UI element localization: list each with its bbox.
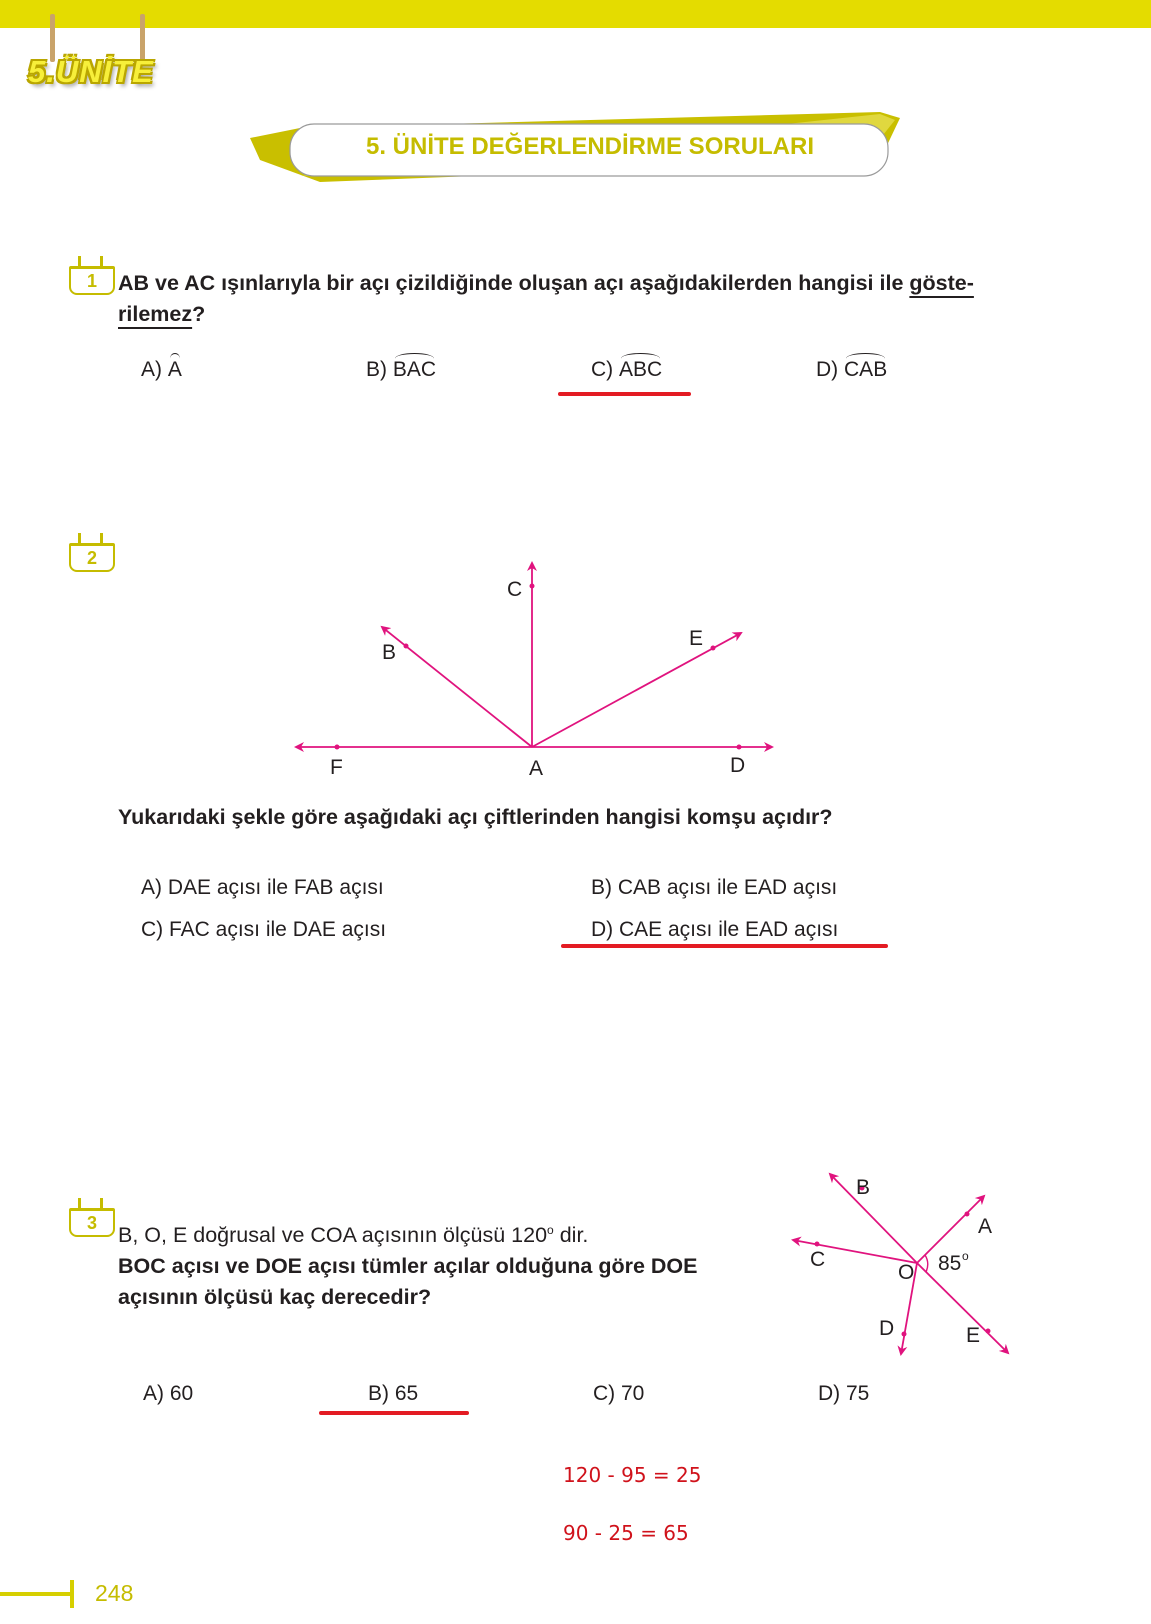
question-1-emphasis-a: göste- (909, 271, 974, 295)
label-o: O (898, 1261, 915, 1284)
label-d: D (879, 1317, 895, 1340)
point-a (965, 1212, 970, 1217)
question-number-label: 3 (69, 1208, 115, 1237)
q3-option-b[interactable]: B) 65 (368, 1382, 419, 1405)
q2-option-c[interactable]: C) FAC açısı ile DAE açısı (141, 918, 387, 941)
question-3-line3: açısının ölçüsü kaç derecedir? (118, 1285, 432, 1310)
point-c (815, 1242, 820, 1247)
q2-option-b[interactable]: B) CAB açısı ile EAD açısı (591, 876, 838, 899)
q2-option-a[interactable]: A) DAE açısı ile FAB açısı (141, 876, 384, 899)
handwritten-work-line-1: 120 - 95 = 25 (563, 1463, 702, 1487)
label-b: B (856, 1176, 871, 1199)
unit-badge-text: 5.ÜNİTE (28, 54, 154, 89)
option-letter: D) (816, 358, 839, 381)
q3-option-a[interactable]: A) 60 (143, 1382, 194, 1405)
label-c: C (507, 578, 523, 601)
footer-line (0, 1592, 72, 1596)
label-a: A (529, 757, 544, 780)
label-e: E (689, 627, 704, 650)
label-c: C (810, 1248, 826, 1271)
question-1-mark: ? (192, 302, 206, 326)
option-letter: B) (366, 358, 387, 381)
option-angle-value: CAB (844, 358, 888, 381)
degree-sign: o (962, 1249, 969, 1263)
question-1-text-main: AB ve AC ışınlarıyla bir açı çizildiğinde oluşan açı aşağıdakilerden hangisi ile (118, 271, 910, 295)
label-b: B (382, 641, 397, 664)
question-number-label: 2 (69, 543, 115, 572)
label-d: D (730, 754, 746, 777)
page-number: 248 (95, 1580, 134, 1606)
question-3-line1: B, O, E doğrusal ve COA açısının ölçüsü 120 (118, 1223, 548, 1248)
question-3-line1-end: dir. (553, 1223, 589, 1248)
footer-tick (70, 1580, 74, 1608)
label-a: A (978, 1215, 993, 1238)
point-e (986, 1329, 991, 1334)
ray-oe (917, 1263, 1008, 1353)
q2-option-d[interactable]: D) CAE açısı ile EAD açısı (591, 918, 839, 941)
angle-arc-85 (925, 1255, 928, 1272)
question-1-emphasis-b: rilemez (118, 302, 193, 326)
option-letter: C) (591, 358, 614, 381)
point-d (902, 1332, 907, 1337)
question-3-line2: BOC açısı ve DOE açısı tümler açılar olduğuna göre DOE (118, 1254, 698, 1279)
option-letter: A) (141, 358, 162, 381)
handwritten-work-line-2: 90 - 25 = 65 (563, 1521, 689, 1545)
label-e: E (966, 1324, 981, 1347)
q3-option-c[interactable]: C) 70 (593, 1382, 645, 1405)
question-2-text-main: Yukarıdaki şekle göre aşağıdaki açı çiftlerinden hangisi komşu açıdır? (118, 805, 833, 829)
degree-sign: o (547, 1223, 554, 1237)
q3-answer-underline (319, 1411, 469, 1415)
option-angle-value: ABC (619, 358, 663, 381)
option-angle-value: A (167, 358, 182, 381)
question-number-label: 1 (69, 266, 115, 295)
label-f: F (330, 756, 343, 779)
q3-option-d[interactable]: D) 75 (818, 1382, 870, 1405)
option-angle-value: BAC (392, 358, 437, 381)
angle-85-label: 85 (938, 1252, 962, 1275)
page-title: 5. ÜNİTE DEĞERLENDİRME SORULARI (365, 133, 815, 160)
